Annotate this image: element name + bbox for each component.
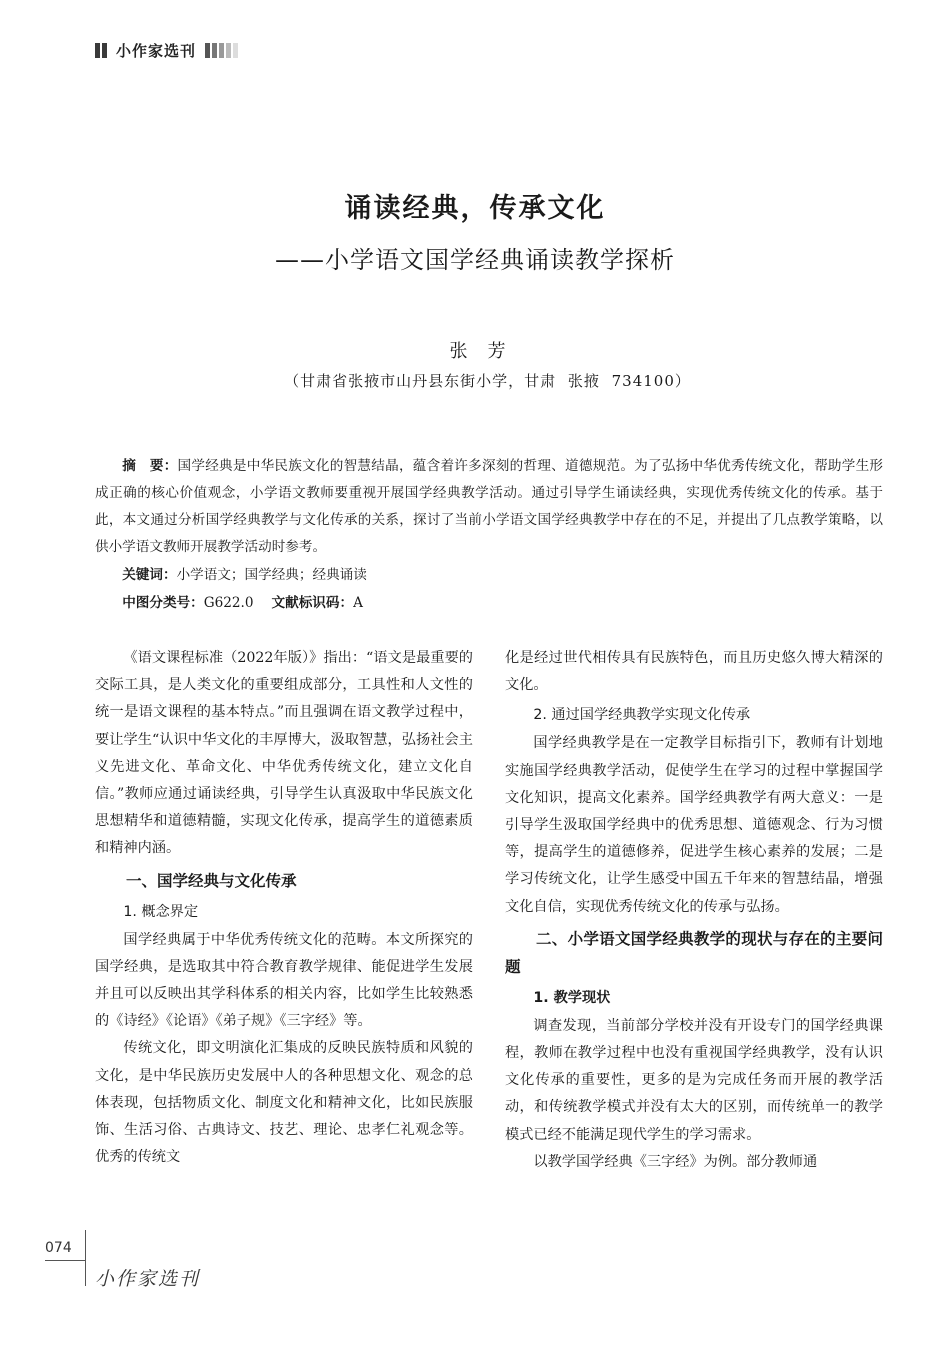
article-subtitle: ——小学语文国学经典诵读教学探析 bbox=[275, 246, 675, 274]
classification bbox=[95, 589, 363, 617]
left-column bbox=[95, 645, 473, 1171]
right-column bbox=[505, 645, 883, 1176]
keywords-text: 小学语文；国学经典；经典诵读 bbox=[176, 567, 367, 583]
journal-name: 小作家选刊 bbox=[116, 42, 197, 60]
subsection-heading: 1. 概念界定 bbox=[123, 903, 199, 920]
paragraph: 国学经典教学是在一定教学目标指引下，教师有计划地实施国学经典教学活动，促使学生在学习的过程中掌握国学文化知识，提高文化素养。国学经典教学有两大意义：一是引导学生汲取国学经典中的优秀思想、道德观念、行为习惯等，提高学生的道德修养，促进学生核心素养的发展；二是学习传统文化，让学生感受中国五千年来的智慧结晶，增强文化自信，实现优秀传统文化的传承与弘扬。 bbox=[505, 735, 883, 915]
keywords bbox=[95, 561, 367, 589]
clc-label: 中图分类号： bbox=[122, 595, 204, 611]
subsection-heading: 2. 通过国学经典教学实现文化传承 bbox=[533, 707, 751, 724]
paragraph: 以教学国学经典《三字经》为例。部分教师通 bbox=[533, 1153, 818, 1170]
paragraph: 化是经过世代相传具有民族特色，而且历史悠久博大精深的文化。 bbox=[505, 650, 883, 694]
paragraph: 国学经典属于中华优秀传统文化的范畴。本文所探究的国学经典，是选取其中符合教育教学规律、能促进学生发展并且可以反映出其学科体系的相关内容，比如学生比较熟悉的《诗经》《论语》《弟子规》《三字经》等。 bbox=[95, 931, 473, 1030]
abstract-text: 国学经典是中华民族文化的智慧结晶，蕴含着许多深刻的哲理、道德规范。为了弘扬中华优秀传统文化，帮助学生形成正确的核心价值观念，小学语文教师要重视开展国学经典教学活动。通过引导学生诵读经典，实现优秀传统文化的传承。基于此，本文通过分析国学经典教学与文化传承的关系，探讨了当前小学语文国学经典教学中存在的不足，并提出了几点教学策略，以供小学语文教师开展教学活动时参考。 bbox=[95, 458, 884, 555]
page-number: 074 bbox=[45, 1240, 72, 1256]
paragraph: 传统文化，即文明演化汇集成的反映民族特质和风貌的文化，是中华民族历史发展中人的各种思想文化、观念的总体表现，包括物质文化、制度文化和精神文化，比如民族服饰、生活习俗、古典诗文、技艺、理论、忠孝仁礼观念等。优秀的传统文 bbox=[95, 1040, 473, 1166]
section-heading: 二、小学语文国学经典教学的现状与存在的主要问题 bbox=[505, 929, 883, 976]
author: 张芳 bbox=[449, 341, 526, 362]
journal-header bbox=[95, 40, 238, 61]
abstract bbox=[95, 453, 883, 561]
clc-value: G622.0 bbox=[203, 595, 254, 611]
article-title: 诵读经典，传承文化 bbox=[344, 193, 606, 224]
abstract-label: 摘 要： bbox=[122, 458, 178, 474]
footer-logo: 小作家选刊 bbox=[95, 1268, 201, 1290]
header-bars-right bbox=[205, 43, 238, 58]
section-heading: 一、国学经典与文化传承 bbox=[126, 871, 297, 890]
paragraph: 《语文课程标准（2022年版）》指出：“语文是最重要的交际工具，是人类文化的重要组成部分，工具性和人文性的统一是语文课程的基本特点。”而且强调在语文教学过程中，要让学生“认识中华文化的丰厚博大，汲取智慧，弘扬社会主义先进文化、革命文化、中华优秀传统文化，建立文化自信。”教师应通过诵读经典，引导学生认真汲取中华民族文化思想精华和道德精髓，实现文化传承，提高学生的道德素质和精神内涵。 bbox=[95, 650, 473, 857]
doc-code-label: 文献标识码： bbox=[271, 595, 354, 611]
footer-divider-horizontal bbox=[45, 1260, 85, 1261]
paragraph: 调查发现，当前部分学校并没有开设专门的国学经典课程，教师在教学过程中也没有重视国学经典教学，没有认识文化传承的重要性，更多的是为完成任务而开展的教学活动，和传统教学模式并没有太大的区别，而传统单一的教学模式已经不能满足现代学生的学习需求。 bbox=[505, 1017, 883, 1143]
affiliation: （甘肃省张掖市山丹县东街小学，甘肃 张掖 734100） bbox=[284, 372, 691, 390]
subsection-heading: 1. 教学现状 bbox=[533, 989, 611, 1006]
keywords-label: 关键词： bbox=[122, 567, 177, 583]
footer-divider-vertical bbox=[85, 1230, 86, 1286]
doc-code-value: A bbox=[353, 595, 363, 611]
header-bars-left bbox=[95, 43, 107, 58]
